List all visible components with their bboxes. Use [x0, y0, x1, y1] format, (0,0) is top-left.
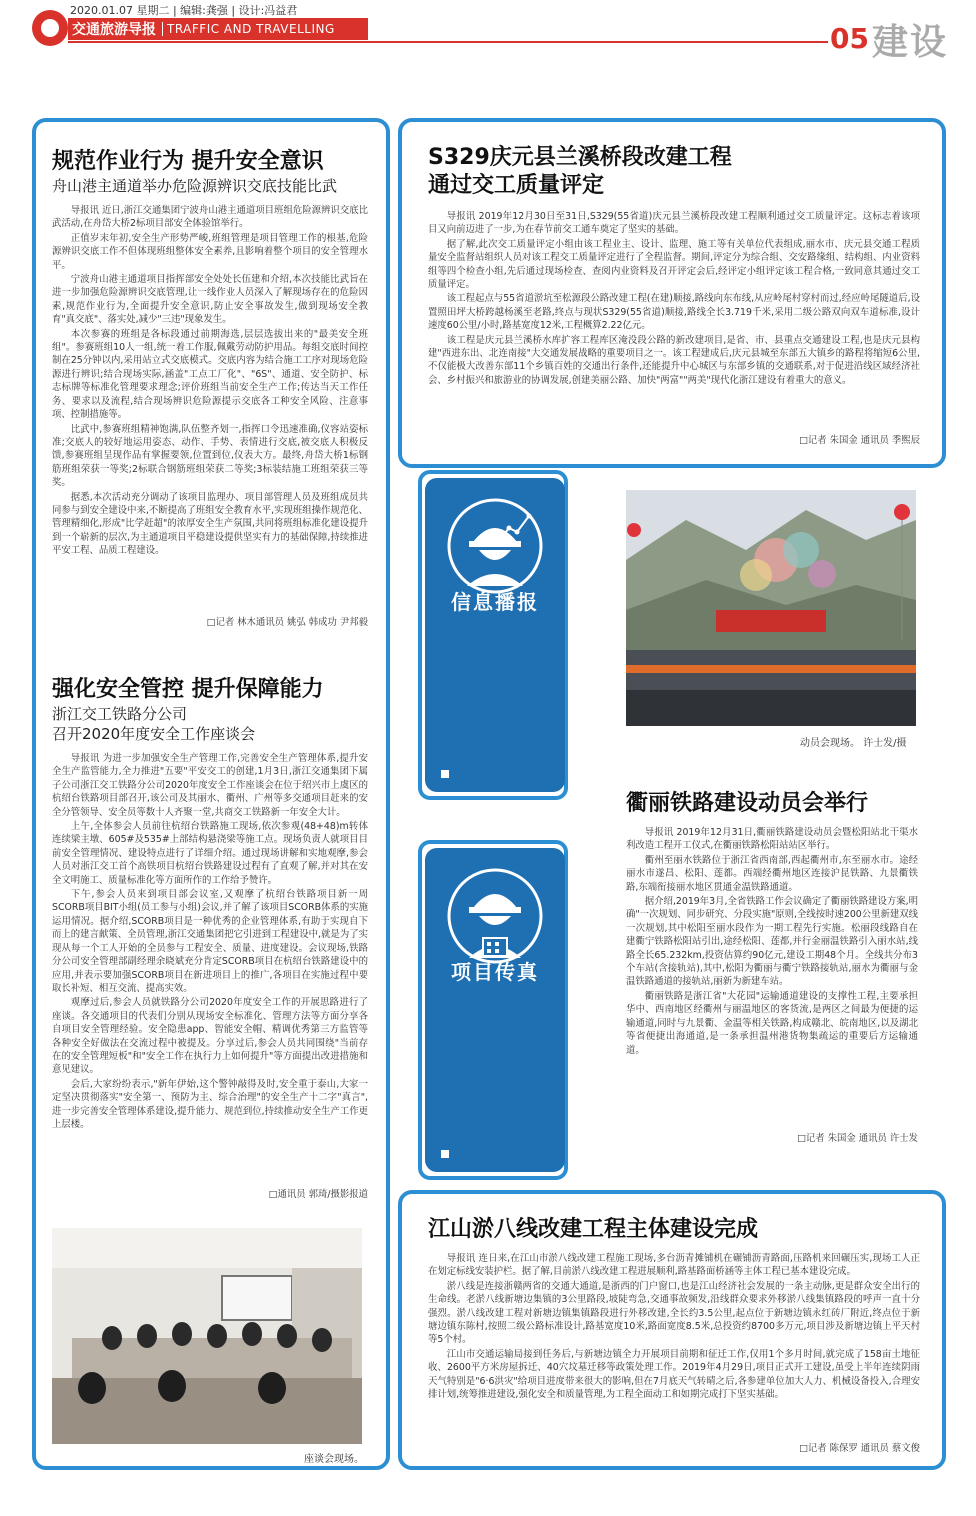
- page-number: 05: [830, 22, 869, 55]
- photo-caption: 座谈会现场。: [304, 1454, 364, 1465]
- article-title: 规范作业行为 提升安全意识: [52, 149, 324, 174]
- paragraph: 导报讯 近日,浙江交通集团宁波舟山港主通道项目班组危险源辨识交底比武活动,在舟岱大桥2标项目部安全体验馆举行。: [52, 205, 368, 230]
- paragraph: 据介绍,2019年3月,全省铁路工作会议确定了衢丽铁路建设方案,明确"一次规划、同步研究、分段实施"原则,全线按时速200公里新建双线一次规划,其中松阳至丽水段作为一期工程先行实施。松丽段线路自在建衢宁铁路松阳站引出,途经松阳、莲都,并行金丽温铁路引入丽水站,线路全长65.232km,投资估算约90亿元,建设工期48个月。全线共分布3个车站(含接轨站),其中,松阳为衢丽与衢宁铁路接轨站,丽水为衢丽与金温铁路通道的接轨站,丽新为新建车站。: [626, 896, 918, 988]
- card-marker: [441, 770, 449, 778]
- article-subtitle-2: 召开2020年度安全工作座谈会: [52, 725, 256, 743]
- paragraph: 会后,大家纷纷表示,"新年伊始,这个警钟敲得及时,安全重于泰山,大家一定坚决贯彻落实"安全第一、预防为主、综合治理"的安全生产十二字"真言",进一步完善安全管理体系建设,提升能力、规范到位,持续推动安全生产工作更上层楼。: [52, 1078, 368, 1130]
- paragraph: 下午,参会人员来到项目部会议室,又观摩了杭绍台铁路项目新一周SCORB项目BIT小组(员工参与小组)会议,并了解了该项目SCORB体系的实施运用情况。据介绍,SCORB项目是一种优秀的企业管理体系,有助于实现自下而上的建言献策、全员管理,浙江交通集团把它引进到工程建设中,就是为了实现从每一个工人开始的全员参与工程安全、质量、进度建设。会议现场,铁路分公司安全管理部副经理余晓斌充分肯定SCORB项目在杭绍台铁路建设中的应用,并表示要加强SCORB项目在新进项目上的推广,各项目在实施过程中要取长补短、相互交流、提高实效。: [52, 889, 368, 994]
- article-title: 强化安全管控 提升保障能力: [52, 677, 324, 702]
- ceremony-photo: [626, 490, 916, 726]
- article-body: [428, 210, 920, 430]
- paragraph: 导报讯 连日来,在江山市淤八线改建工程施工现场,多台沥青摊铺机在碾铺沥青路面,压路机来回碾压实,现场工人正在划定标线安装护栏。据了解,目前淤八线改建工程进展顺利,路基路面桥涵等主体工程已基本建设完成。: [428, 1253, 920, 1278]
- paragraph: 导报讯 2019年12月30日至31日,S329(55省道)庆元县兰溪桥段改建工程顺利通过交工质量评定。这标志着该项目又向前迈进了一步,为在春节前交工通车奠定了坚实的基础。: [428, 211, 920, 236]
- paragraph: 宁波舟山港主通道项目指挥部安全处处长伍建和介绍,本次技能比武旨在进一步加强危险源辨识交底管理,让一线作业人员深入了解现场存在的危险因素,规范作业行为,全面提升安全意识,防止安全事故发生,做到现场安全教育"真交底"、落实处,减少"三违"现象发生。: [52, 274, 368, 326]
- article-quli-railway: [626, 790, 918, 1144]
- paragraph: 衢丽铁路是浙江省"大花园"运输通道建设的支撑性工程,主要承担华中、西南地区经衢州与丽温地区的客货流,是两区之间最为便捷的运输通道,同时与九景衢、金温等相关铁路,构成赣北、皖南地区,以及湖北等省便捷出海通道,是一条承担温州港货物集疏运的重要后方运输通道。: [626, 990, 918, 1056]
- worker-building-icon: [447, 868, 543, 964]
- article-title: 衢丽铁路建设动员会举行: [626, 791, 869, 816]
- paragraph: 导报讯 2019年12月31日,衢丽铁路建设动员会暨松阳站北干渠水利改造工程开工仪式,在衢丽铁路松阳站站区举行。: [626, 827, 918, 852]
- paragraph: 淤八线是连接浙赣两省的交通大通道,是浙西的门户窗口,也是江山经济社会发展的一条主动脉,更是群众安全出行的生命线。老淤八线新塘边集镇的3公里路段,坡陡弯急,交通事故频发,沿线群众要求外移淤八线集镇路段的呼声一直十分强烈。淤八线改建工程对新塘边镇集镇路段进行外移改建,全长约3.5公里,起点位于新塘边镇永红砖厂附近,终点位于新塘边镇东陈村,按照二级公路标准设计,路基宽度10米,路面宽度8.5米,总投资约8700多万元,项目涉及新塘边镇上平天村等5个村。: [428, 1280, 920, 1346]
- article-subtitle: 浙江交工铁路分公司: [52, 705, 188, 723]
- paragraph: 比武中,参赛班组精神饱满,队伍整齐划一,指挥口令迅速准确,仪容站姿标准;交底人的较好地运用姿态、动作、手势、表情进行交底,被交底人积极反馈,参赛班组呈现作品有掌握要领,位置到位,仪表大方。最终,舟岱大桥1标钢筋班组荣获一等奖;2标联合钢筋班组荣获二等奖;3标装结施工班组荣获三等奖。: [52, 423, 368, 489]
- info-card: [425, 478, 565, 792]
- header-divider: [68, 41, 828, 43]
- paragraph: 江山市交通运输局接到任务后,与新塘边镇全力开展项目前期和征迁工作,仅用1个多月时间,就完成了158亩土地征收、2600平方米房屋拆迁、40穴坟墓迁移等政策处理工作。2019年4月29日,项目正式开工建设,虽受上半年连续阴雨天气特别是"6·6洪灾"给项目进度带来很大的影响,但在7月底天气转晴之后,各参建单位加大人力、机械设备投入,合理安排计划,统筹推进建设,强化安全和质量管理,为工程全面动工和如期完成打下坚实基础。: [428, 1348, 920, 1401]
- paragraph: 本次参赛的班组是各标段通过前期海选,层层选拔出来的"最美安全班组"。参赛班组10人一组,统一着工作服,佩戴劳动防护用品。每组交底时间控制在25分钟以内,采用站立式交底模式。交底内容为结合施工工序对现场危险源进行辨识;结合现场实际,涵盖"工点工厂化"、"6S"、通道、安全防护、标志标牌等标准化管理要求理念;评价班组当前安全生产工作;传达当天工作任务、要求以及流程,结合现场辨识危险源提示交底各工种安全风险、注意事项、控制措施等。: [52, 328, 368, 421]
- paragraph: 据悉,本次活动充分调动了该项目监理办、项目部管理人员及班组成员共同参与到安全建设中来,不断提高了班组安全教育水平,实现班组操作规范化、管理精细化,形成"比学赶超"的浓厚安全生产氛围,共同将班组标准化建设提升到一个崭新的层次,为主通道项目平稳建设提供坚实有力的基础保障,持续推进平安工程、品质工程建设。: [52, 491, 368, 557]
- newspaper-logo-icon: [32, 10, 68, 46]
- article-title: S329庆元县兰溪桥段改建工程: [428, 145, 732, 170]
- meeting-photo: [52, 1228, 362, 1444]
- card-marker: [441, 1150, 449, 1158]
- masthead-title-en: TRAFFIC AND TRAVELLING: [162, 22, 335, 36]
- paragraph: 该工程起点与55省道淤坑至松源段公路改建工程(在建)顺接,路线向东布线,从应岭尾村穿村而过,经应岭尾隧道后,设置照田坪大桥跨越杨溪至老路,终点与现状S329(55省道)顺接,路线全长3.719千米,采用二级公路双向双车道标准,设计速度60公里/小时,路基宽度12米,工程概算2.22亿元。: [428, 293, 920, 332]
- article-body: [52, 204, 368, 612]
- article-jiangshan-road: [428, 1216, 920, 1454]
- article-s329: [428, 144, 920, 446]
- article-body: [626, 826, 918, 1128]
- paragraph: 导报讯 为进一步加强安全生产管理工作,完善安全生产管理体系,提升安全生产监管能力,全力推进"五要"平安交工的创建,1月3日,浙江交通集团下属子公司浙江交工铁路分公司2020年度安全工作座谈会在位于绍兴市上虞区的杭绍台铁路项目部召开,该公司及其丽水、衢州、广州等多交通项目赶来的安全分管领导、安全员等数十人齐聚一堂,共商交工铁路新一年安全大计。: [52, 753, 368, 818]
- article-subtitle: 舟山港主通道举办危险源辨识交底技能比武: [52, 177, 338, 195]
- photo-caption: 动员会现场。 许士发/摄: [800, 738, 907, 749]
- article-title-line2: 通过交工质量评定: [428, 173, 605, 198]
- article-byline: □记者 林木通讯员 姚弘 韩成功 尹邦毅: [206, 617, 368, 628]
- paragraph: 衢州至丽水铁路位于浙江省西南部,西起衢州市,东至丽水市。途经丽水市遂昌、松阳、莲都。西端经衢州地区连接沪昆铁路、九景衢铁路,东端衔接丽水地区贯通金温铁路通道。: [626, 854, 918, 893]
- worker-chart-icon: [447, 498, 543, 594]
- paragraph: 上午,全体参会人员前往杭绍台铁路施工现场,依次参观(48+48)m转体连续梁主墩、605#及535#上部结构悬浇梁等施工点。现场负责人就项目目前安全管理情况、建设特点进行了详细介绍。通过现场讲解和实地观摩,参会人员对浙江交工首个高铁项目杭绍台铁路建设过程有了直观了解,并对其在安全文明施工、质量标准化等方面所作的工作给予赞许。: [52, 821, 368, 886]
- project-card-label: 项目传真: [451, 960, 539, 984]
- paragraph: 据了解,此次交工质量评定小组由该工程业主、设计、监理、施工等有关单位代表组成,丽水市、庆元县交通工程质量安全监督站组织人员对该工程交工质量评定进行了全程监督。期间,评定分为综合组、交安路缘组、结构组、内业资料组等四个检查小组,先后通过现场检查、查阅内业资料及召开评定会后,经评定小组评定该工程合格,一致同意其通过交工质量评定。: [428, 238, 920, 291]
- article-byline: □通讯员 郭琦/摄影报道: [268, 1189, 368, 1200]
- masthead-bar: [68, 18, 368, 40]
- article-safety-awareness: [52, 148, 368, 628]
- article-byline: □记者 朱国金 通讯员 季煕辰: [799, 435, 920, 446]
- section-name: 建设: [872, 22, 949, 63]
- article-title: 江山淤八线改建工程主体建设完成: [428, 1217, 759, 1242]
- issue-meta: 2020.01.07 星期二 | 编辑:龚强 | 设计:冯益君: [70, 4, 298, 17]
- paragraph: 正值岁末年初,安全生产形势严峻,班组管理是项目管理工作的根基,危险源辨识交底工作不但体现班组整体安全素养,且影响着整个项目的安全管理水平。: [52, 232, 368, 271]
- paragraph: 观摩过后,参会人员就铁路分公司2020年度安全工作的开展思路进行了座谈。各交通项目的代表们分别从现场安全标准化、管理方法等方面分享各自项目安全管理经验。安全隐患app、智能安全帽、精调优秀第三方监管等各种安全好做法在交流过程中被提及。分享过后,参会人员共同围绕"当前存在的安全管理短板"和"安全工作在执行力上如何提升"等方面提出改进措施和意见建议。: [52, 997, 368, 1076]
- paragraph: 该工程是庆元县兰溪桥水库扩容工程库区淹没段公路的新改建项目,是省、市、县重点交通建设工程,也是庆元县构建"西进东出、北连南接"大交通发展战略的重要项目之一。该工程建成后,庆元县城至东部五大镇乡的路程将缩短6公里,不仅能极大改善东部11个乡镇百姓的交通出行条件,还能提升中心城区与东部乡镇的交通联系,对于促进沿线区域经济社会、乡村振兴和旅游业的协调发展,创建美丽公路、加快"两富""两美"现代化浙江建设有着重大的意义。: [428, 334, 920, 386]
- masthead-title: 交通旅游导报: [72, 22, 156, 38]
- article-body: [428, 1252, 920, 1438]
- project-card: [425, 848, 565, 1172]
- article-body: [52, 752, 368, 1184]
- article-byline: □记者 陈保罗 通讯员 蔡文俊: [799, 1443, 920, 1454]
- article-railway-safety: [52, 676, 368, 1200]
- article-byline: □记者 朱国金 通讯员 许士发: [797, 1133, 918, 1144]
- info-card-label: 信息播报: [451, 590, 539, 614]
